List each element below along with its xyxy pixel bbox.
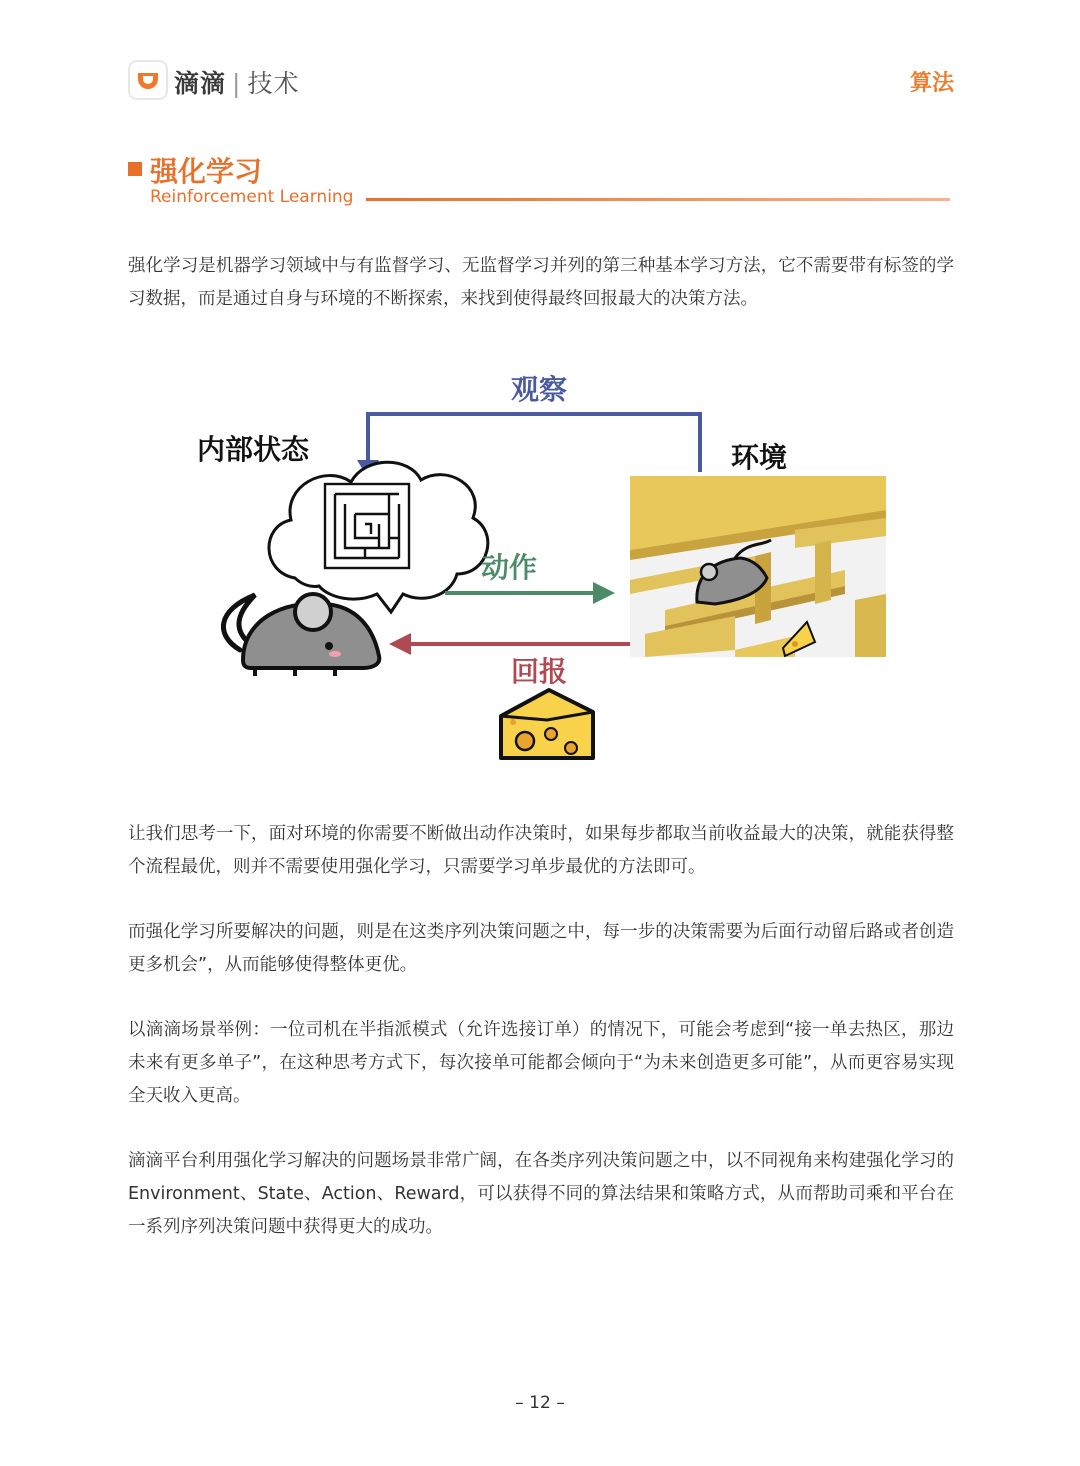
title-square-marker <box>128 162 142 176</box>
label-reward: 回报 <box>511 655 568 688</box>
mouse-icon <box>223 594 379 676</box>
page-number: – 12 – <box>515 1393 565 1413</box>
rl-diagram <box>195 360 915 780</box>
reward-arrow <box>389 633 630 655</box>
title-divider <box>366 198 950 201</box>
category-label: 算法 <box>909 71 954 96</box>
label-internal-state: 内部状态 <box>197 433 310 466</box>
rl-diagram-graphic <box>195 360 915 780</box>
brand-primary: 滴滴 <box>174 69 227 98</box>
section-title: 强化学习 <box>150 155 263 188</box>
label-observe: 观察 <box>511 373 568 406</box>
paragraph-platform: 滴滴平台利用强化学习解决的问题场景非常广阔，在各类序列决策问题之中，以不同视角来构建强化学习的 Environment、State、Action、Reward，可以获得不同的算法结果和策略方式，从而帮助司乘和平台在一系列序列决策问题中获得更大的成功。 <box>128 1151 954 1237</box>
brand-separator: | <box>232 69 242 98</box>
paragraph-problem: 而强化学习所要解决的问题，则是在这类序列决策问题之中，每一步的决策需要为后面行动留后路或者创造更多机会”，从而能够使得整体更优。 <box>128 922 954 975</box>
paragraph-intro: 强化学习是机器学习领域中与有监督学习、无监督学习并列的第三种基本学习方法，它不需要带有标签的学习数据，而是通过自身与环境的不断探索，来找到使得最终回报最大的决策方法。 <box>128 256 954 309</box>
page-header <box>128 60 954 104</box>
brand-secondary: 技术 <box>247 69 300 98</box>
paragraph-example: 以滴滴场景举例：一位司机在半指派模式（允许选接订单）的情况下，可能会考虑到“接一单去热区，那边未来有更多单子”，在这种思考方式下，每次接单可能都会倾向于“为未来创造更多可能”，从而更容易实现全天收入更高。 <box>128 1020 954 1106</box>
label-environment: 环境 <box>731 441 788 474</box>
label-action: 动作 <box>481 551 538 584</box>
section-subtitle: Reinforcement Learning <box>150 187 354 207</box>
cheese-icon <box>501 690 593 758</box>
section-heading <box>128 150 954 210</box>
paragraph-think: 让我们思考一下，面对环境的你需要不断做出动作决策时，如果每步都取当前收益最大的决策，就能获得整个流程最优，则并不需要使用强化学习，只需要学习单步最优的方法即可。 <box>128 824 954 877</box>
didi-logo-icon <box>128 60 168 100</box>
brand-name <box>174 64 299 100</box>
